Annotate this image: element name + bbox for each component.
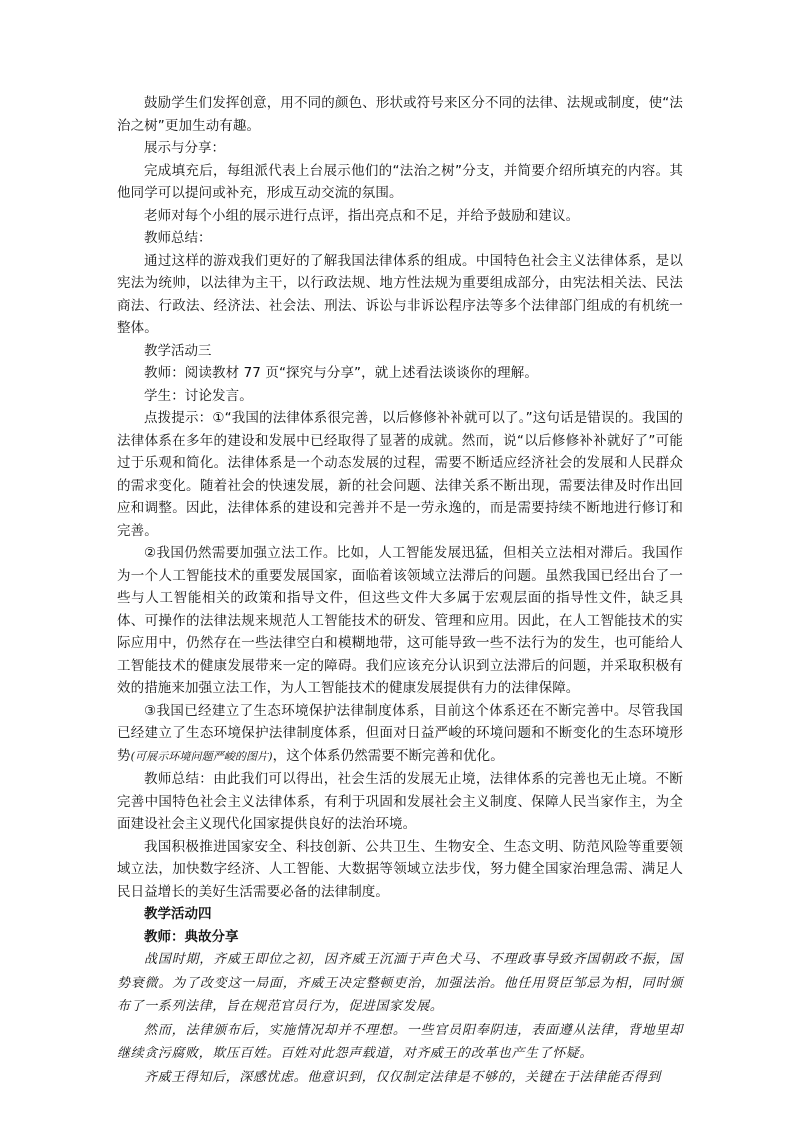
heading-activity-four: 教学活动四 xyxy=(144,906,212,922)
paragraph-teacher-summary: 教师总结：由此我们可以得出，社会生活的发展无止境，法律体系的完善也无止境。不断完善中国特色社会主义法律体系，有利于巩固和发展社会主义制度、保障人民当家作主，为全面建设社会主义现代化国家提供良好的法治环境。 xyxy=(117,771,683,832)
paragraph-share: 完成填充后，每组派代表上台展示他们的“法治之树”分支，并简要介绍所填充的内容。其他同学可以提问或补充，形成互动交流的氛围。 xyxy=(117,162,683,201)
paragraph-encourage: 鼓励学生们发挥创意，用不同的颜色、形状或符号来区分不同的法律、法规或制度，使“法治之树”更加生动有趣。 xyxy=(117,95,683,134)
paragraph-legal-system: 通过这样的游戏我们更好的了解我国法律体系的组成。中国特色社会主义法律体系，是以宪法为统帅，以法律为主干，以行政法规、地方性法规为重要组成部分，由宪法相关法、民法商法、行政法、经济法、社会法、刑法、诉讼与非诉讼程序法等多个法律部门组成的有机统一整体。 xyxy=(117,252,683,336)
paragraph-hint-one: 点拨提示：①“我国的法律体系很完善，以后修修补补就可以了。”这句话是错误的。我国的法律体系在多年的建设和发展中已经取得了显著的成就。然而，说“以后修修补补就好了”可能过于乐观和简化。法律体系是一个动态发展的过程，需要不断适应经济社会的发展和人民群众的需求变化。随着社会的快速发展，新的社会问题、法律关系不断出现，需要法律及时作出回应和调整。因此，法律体系的建设和完善并不是一劳永逸的，而是需要持续不断地进行修订和完善。 xyxy=(117,410,683,539)
hint-three-text-a: ③我国已经建立了生态环境保护法律制度体系，目前这个体系还在不断完善中。尽管我国已经建立了生态环境保护法律制度体系，但面对日益严峻的环境问题和不断变化的生态环境形势 xyxy=(117,702,683,764)
story-paragraph-one: 战国时期，齐威王即位之初，因齐威王沉湎于声色犬马、不理政事导致齐国朝政不振，国势衰微。为了改变这一局面，齐威王决定整顿吏治，加强法治。他任用贤臣邹忌为相，同时颁布了一系列法律，旨在规范官员行为，促进国家发展。 xyxy=(117,952,683,1014)
image-note: (可展示环境问题严峻的图片) xyxy=(130,749,273,763)
heading-summary: 教师总结： xyxy=(144,230,212,246)
paragraph-hint-three xyxy=(117,700,683,769)
heading-story: 教师：典故分享 xyxy=(144,928,239,945)
paragraph-comment: 老师对每个小组的展示进行点评，指出亮点和不足，并给予鼓励和建议。 xyxy=(144,207,580,224)
hint-three-text-b: ，这个体系仍然需要不断完善和优化。 xyxy=(272,747,504,764)
paragraph-student-discuss: 学生：讨论发言。 xyxy=(144,387,253,404)
story-paragraph-two: 然而，法律颁布后，实施情况却并不理想。一些官员阳奉阴违，表面遵从法律，背地里却继续贪污腐败，欺压百姓。百姓对此怨声载道，对齐威王的改革也产生了怀疑。 xyxy=(117,1022,683,1061)
paragraph-legislation: 我国积极推进国家安全、科技创新、公共卫生、生物安全、生态文明、防范风险等重要领域立法，加快数字经济、人工智能、大数据等领域立法步伐，努力健全国家治理急需、满足人民日益增长的美好生活需要必备的法律制度。 xyxy=(117,838,683,900)
paragraph-teacher-read: 教师：阅读教材 77 页“探究与分享”，就上述看法谈谈你的理解。 xyxy=(144,365,538,381)
paragraph-hint-two: ②我国仍然需要加强立法工作。比如，人工智能发展迅猛，但相关立法相对滞后。我国作为一个人工智能技术的重要发展国家，面临着该领域立法滞后的问题。虽然我国已经出台了一些与人工智能相关的政策和指导文件，但这些文件大多属于宏观层面的指导性文件，缺乏具体、可操作的法律法规来规范人工智能技术的研发、管理和应用。因此，在人工智能技术的实际应用中，仍然存在一些法律空白和模糊地带，这可能导致一些不法行为的发生，也可能给人工智能技术的健康发展带来一定的障碍。我们应该充分认识到立法滞后的问题，并采取积极有效的措施来加强立法工作，为人工智能技术的健康发展提供有力的法律保障。 xyxy=(117,545,683,696)
story-paragraph-three: 齐威王得知后，深感忧虑。他意识到，仅仅制定法律是不够的，关键在于法律能否得到 xyxy=(144,1069,661,1085)
heading-activity-three: 教学活动三 xyxy=(144,342,212,359)
heading-share: 展示与分享： xyxy=(144,140,225,156)
document-page xyxy=(117,92,683,1089)
